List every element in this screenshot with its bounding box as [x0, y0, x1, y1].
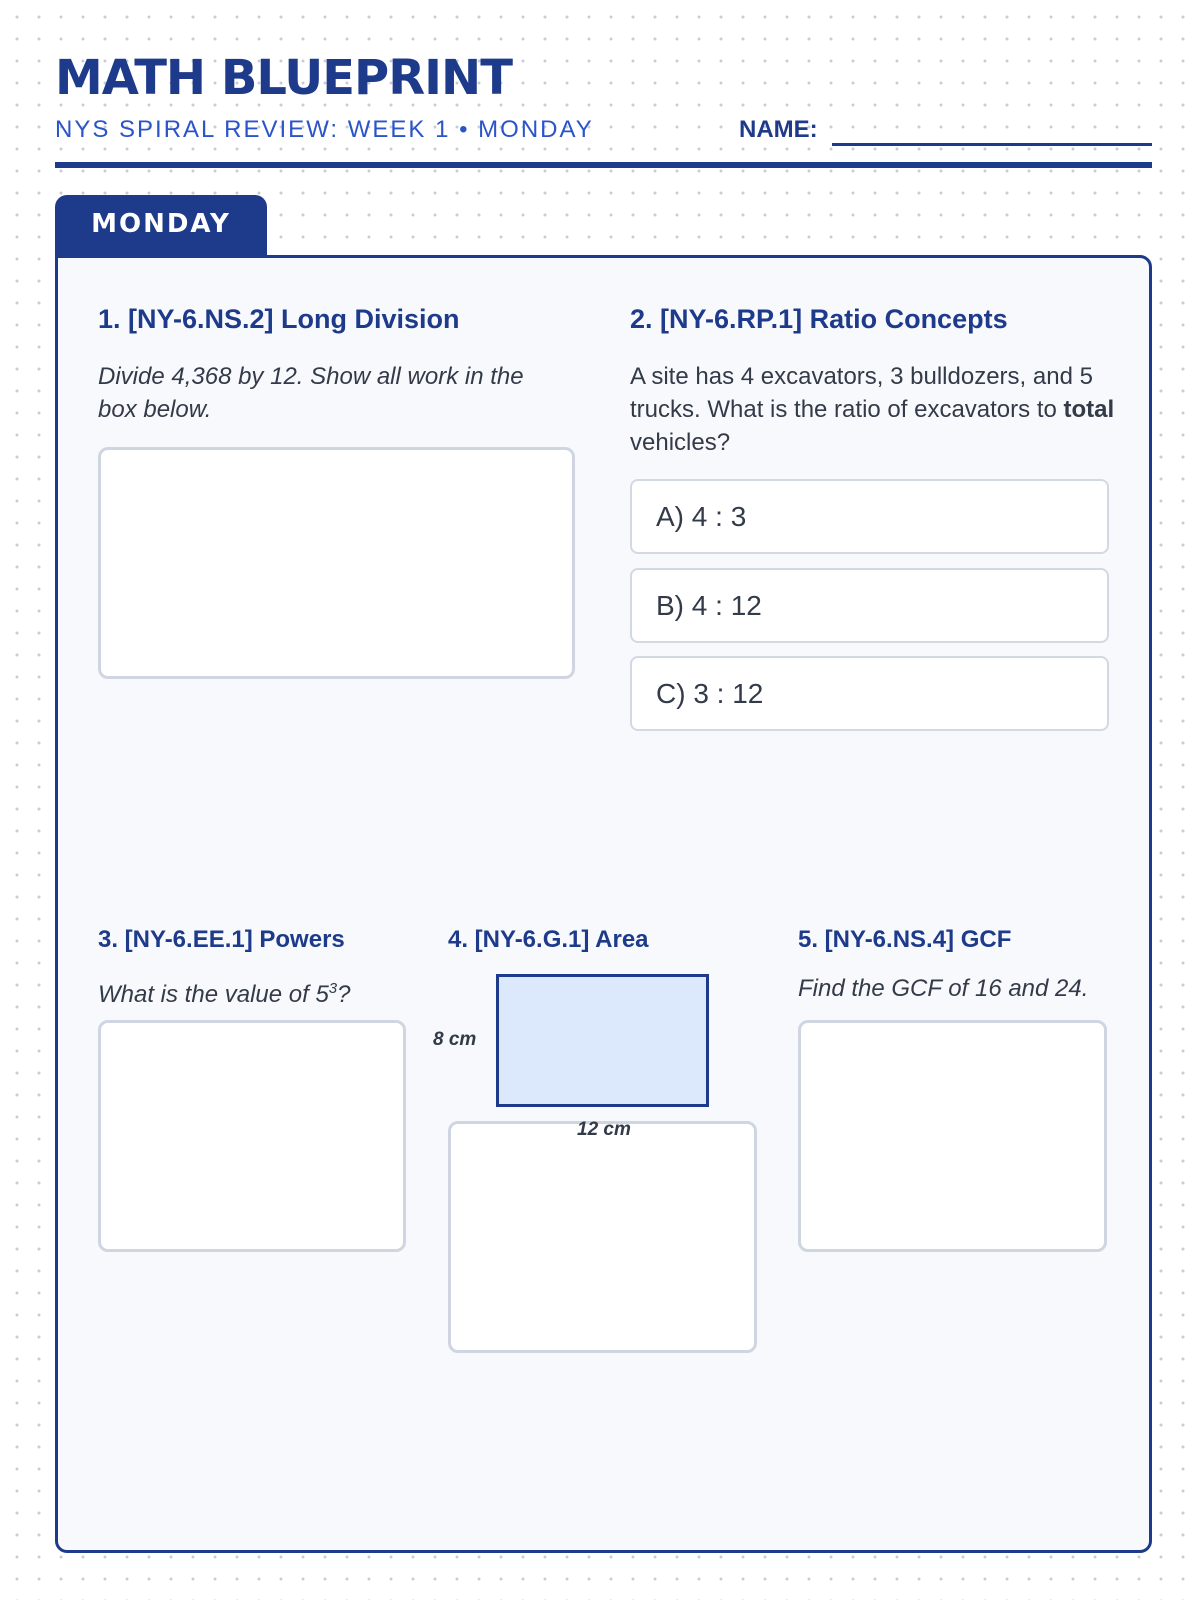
name-label: NAME:: [739, 116, 818, 143]
day-tab: MONDAY: [55, 195, 267, 259]
question-3-title: 3. [NY-6.EE.1] Powers: [98, 926, 345, 953]
question-3-prompt: [98, 972, 418, 1011]
question-4-work-box[interactable]: [448, 1121, 757, 1353]
question-5-work-box[interactable]: [798, 1020, 1107, 1252]
question-2-prompt: [630, 360, 1120, 459]
rectangle-width-label: 12 cm: [577, 1119, 631, 1140]
question-3-exponent: 3: [328, 980, 338, 997]
worksheet-subtitle: NYS SPIRAL REVIEW: WEEK 1 • MONDAY: [55, 116, 594, 143]
answer-choice-b[interactable]: B) 4 : 12: [630, 568, 1109, 643]
question-5-prompt: Find the GCF of 16 and 24.: [798, 975, 1089, 1002]
question-5-title: 5. [NY-6.NS.4] GCF: [798, 926, 1012, 953]
worksheet-title: MATH BLUEPRINT: [55, 50, 512, 106]
rectangle-height-label: 8 cm: [433, 1029, 477, 1050]
answer-choice-a[interactable]: A) 4 : 3: [630, 479, 1109, 554]
question-2-prompt-start: A site has 4 excavators, 3 bulldozers, and 5 trucks. What is the ratio of excavators to: [630, 363, 1093, 423]
area-rectangle-figure: [496, 974, 709, 1107]
question-1-title: 1. [NY-6.NS.2] Long Division: [98, 304, 460, 334]
name-field-line[interactable]: [832, 143, 1152, 146]
question-3-prompt-start: What is the value of 5: [98, 981, 329, 1008]
question-4-title: 4. [NY-6.G.1] Area: [448, 926, 649, 953]
question-2-prompt-emphasis: total: [1063, 396, 1115, 423]
question-3-work-box[interactable]: [98, 1020, 406, 1252]
question-1-work-box[interactable]: [98, 447, 575, 679]
question-3-prompt-end: ?: [337, 981, 351, 1008]
question-1-prompt: Divide 4,368 by 12. Show all work in the box below.: [98, 363, 524, 423]
answer-choice-c[interactable]: C) 3 : 12: [630, 656, 1109, 731]
question-2-title: 2. [NY-6.RP.1] Ratio Concepts: [630, 304, 1008, 334]
question-2-prompt-end: vehicles?: [630, 429, 731, 456]
worksheet-header: [55, 50, 1152, 168]
